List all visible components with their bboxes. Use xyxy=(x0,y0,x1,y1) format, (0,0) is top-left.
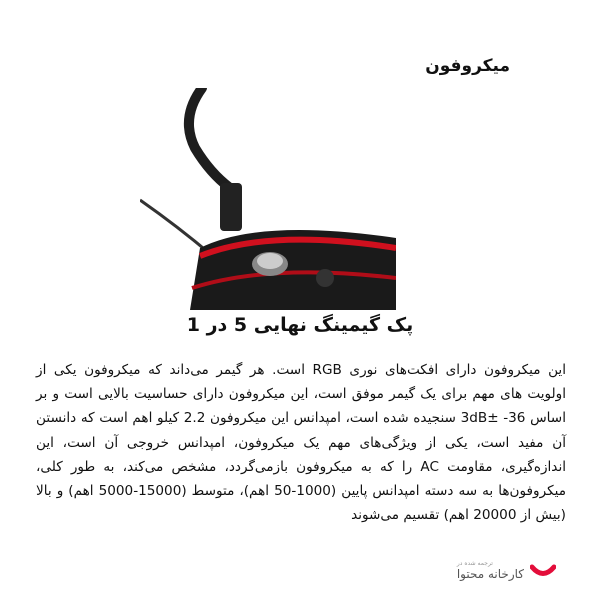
page-title: میکروفون xyxy=(425,56,510,76)
karkhane-mohtava-logo xyxy=(457,560,556,581)
body-paragraph: این میکروفون دارای افکت‌های نوری RGB است. هر گیمر می‌داند که میکروفون یکی از اولویت های مهم برای یک گیمر موفق است، این میکروفون دارای حساسیت بالایی است و بر اساس 36- ±3dB سنجیده شده است، امپدانس این میکروفون 2.2 کیلو اهم است که دانستن آن مفید است، یکی از ویژگی‌های مهم یک میکروفون، امپدانس خروجی آن است، این اندازه‌گیری، مقاومت AC را که به میکروفون بازمی‌گردد، مشخص می‌کند، به طور کلی، میکروفون‌ها به سه دسته امپدانس پایین (1000-50 اهم)، متوسط (15000-5000 اهم) و بالا (بیش از 20000 اهم) تقسیم می‌شوند xyxy=(36,362,567,524)
logo-name: کارخانه محتوا xyxy=(456,567,524,581)
section-heading: پک گیمینگ نهایی 5 در 1 xyxy=(186,314,414,336)
smile-logo-icon xyxy=(530,564,556,578)
gaming-microphone-photo xyxy=(140,88,396,310)
logo-tagline: ترجمه شده در xyxy=(456,560,493,567)
